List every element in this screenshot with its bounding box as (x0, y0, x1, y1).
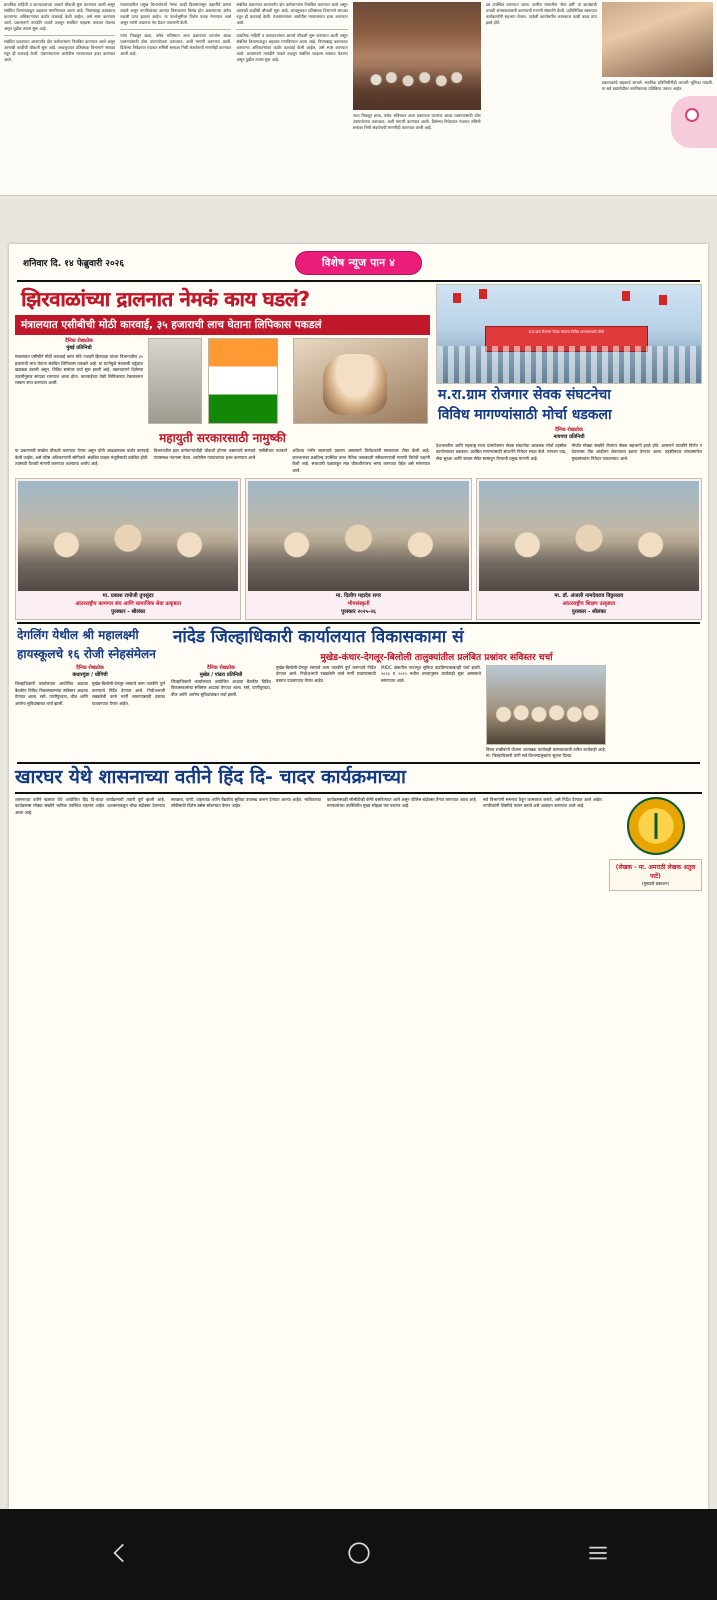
award-place: पुरस्कार - श्रीलंका (571, 608, 606, 615)
award-caption (18, 591, 238, 618)
award-name: मा. प्रकाश रामोजी तुपसुंदर (102, 593, 154, 599)
publication-date: शनिवार दि. १४ फेब्रुवारी २०२६ (23, 259, 125, 269)
rally-banner-text: म.रा.ग्राम रोजगार सेवक संघटना विविध मागण्यांसाठी मोर्चा (528, 330, 605, 335)
top-col-3-text-b: प्राथमिक माहिती व कागदपत्रांच्या आधारे चौकशी सुरू करण्यात आली असून संबंधित विभागाकडून अहवाल मागविण्यात आला आहे. नियमबाह्य कामकाज करणाऱ्या अधिकाऱ्यांवर कठोर कारवाई केली जाईल, असे स्पष्ट करण्यात आले. प्रशासनाने तातडीने पावले उचलून संबंधित फाइल्स ताब्यात घेतल्या असून पुढील तपास सुरू आहे. (236, 33, 348, 62)
award-caption (248, 591, 468, 618)
speaker-photo (293, 338, 428, 424)
red-flag-icon (659, 295, 667, 305)
rally-body-2: मोर्चात मोठ्या संख्येने रोजगार सेवक सहभागी झाले होते. शासनाने तातडीने निर्णय न घेतल्यास तीव्र आंदोलन छेडण्याचा इशारा देण्यात आला. तहसीलदार यांच्यामार्फत मुख्यमंत्र्यांना निवेदन पाठवण्यात आले. (571, 442, 702, 461)
award-place: पुरस्कार २०२५-२६ (341, 608, 376, 615)
school-body-1: जिल्हाधिकारी कार्यालयात आयोजित आढावा बैठकीत विविध विकासकामांचा सविस्तर आढावा घेण्यात आला. रस्ते, पाणीपुरवठा, वीज आणि आरोग्य सुविधांबाबत चर्चा झाली. (15, 681, 88, 706)
award-photo (18, 481, 238, 591)
byline-brand: दैनिक रोखठोक (65, 338, 93, 344)
religious-emblem-icon (627, 797, 685, 855)
rally-banner (485, 326, 649, 351)
rally-story (436, 284, 702, 474)
inset-photo-small (148, 338, 202, 424)
byline-place: कंधारगुंडा / धोंगिची (72, 672, 108, 679)
page-gap (0, 196, 717, 244)
flag-photo (208, 338, 278, 424)
advertisement-box (609, 859, 702, 891)
rally-headline-1: म.रा.ग्राम रोजगार सेवक संघटनेचा (438, 387, 611, 403)
award-item (15, 478, 241, 620)
divider (120, 29, 231, 30)
kharghar-body-1: शासनाच्या वतीने खारघर येथे आयोजित हिंद दि-चादर कार्यक्रमाची तयारी पूर्ण झाली आहे. कार्यक्रमास मोठ्या संख्येने भाविक उपस्थित राहणार आहेत. प्रशासनाकडून चोख बंदोबस्त ठेवण्यात आला आहे. (15, 796, 165, 815)
top-column-3 (236, 2, 347, 195)
top-col-2-text-b: न्याय मिळवून द्यावा, तसेच भविष्यात अशा प्रकारच्या घटनांना आळा घालण्यासाठी ठोस उपाययोजना कराव्यात, अशी मागणी करण्यात आली. दिलेल्या निवेदनात पंचायत समिती स्तरावर निधी संवर्धनाची मागणीही करण्यात आली आहे. (120, 33, 232, 56)
byline-place: मुंबई प्रतिनिधी (66, 345, 92, 351)
award-name: मा. डॉ. अंजली नामदेवराव विठ्ठलराव (554, 593, 624, 599)
top-col-5-text: प्रब उपस्थित करण्यात आला. ग्रामीण भागातील 'सेवा हमी' या कायद्याची प्रभावी अंमलबजावणी करण्याची मागणी संघटनेने केली. प्रातिनिधिक स्वरूपात कार्यकर्त्यांनी सहभाग घेतला. यावेळी कार्यालयीन कामकाज काही काळ ठप्प झाले होते. (485, 2, 597, 25)
award-name: मा. दिलीप महादेव सगर (335, 593, 382, 599)
portrait-photo (602, 2, 713, 77)
award-title: आंतरराष्ट्रीय शिक्षण उत्कृष्टता (562, 600, 616, 607)
lead-col-1 (15, 338, 143, 426)
nanded-body-1: जिल्हाधिकारी कार्यालयात आयोजित आढावा बैठकीत विविध विकासकामांचा सविस्तर आढावा घेण्यात आला. रस्ते, पाणीपुरवठा, वीज आणि आरोग्य सुविधांबाबत चर्चा झाली. (171, 678, 271, 697)
current-newspaper-page (9, 244, 708, 1509)
lead-story (15, 284, 430, 474)
rally-headline-2: विविध मागण्यांसाठी मोर्चा धडकला (438, 406, 612, 423)
kharghar-rule (15, 792, 702, 794)
nanded-headline: नांदेड जिल्हाधिकारी कार्यालयात विकासकामा सं (173, 627, 464, 648)
byline-place: मुखेड / पांढरा प्रतिनिधी (199, 671, 243, 678)
kharghar-body-3: कार्यक्रमस्थळी सीसीटीव्ही कॅमेरे बसविण्यात आले असून पोलिस बंदोबस्त तैनात करण्यात आला आहे. मान्यवरांच्या उपस्थितीत मुख्य सोहळा पार पडणार आहे. (327, 796, 477, 809)
recent-apps-button[interactable] (585, 1540, 611, 1570)
top-column-4 (353, 2, 481, 195)
school-byline (15, 663, 165, 679)
byline-place: नायगाव प्रतिनिधी (553, 433, 585, 440)
school-headline-1: देगलिंग येथील श्री महालक्ष्मी (17, 628, 139, 643)
lead-subbar: मंत्रालयात एसीबीची मोठी कारवाई, ३५ हजाराची लाच घेताना लिपिकास पकडलं (15, 315, 430, 335)
nanded-body-4: विषय राखीवांनी योजना आराखडा कार्यवाही कामकाजाची त्वरित कार्यवाही आहे. मा. जिल्हाधिकारी यांनी सर्व विभागप्रमुखांना सूचना दिल्या. (486, 746, 606, 759)
award-title: आंतरराष्ट्रीय कामगार संघ आणि सामाजिक सेवा उत्कृष्टता (75, 600, 181, 607)
divider (4, 35, 115, 36)
school-body-2: मुखेड-बिलोली-देगलूर रस्त्याचे काम तातडीने पूर्ण करण्याचे निर्देश देण्यात आले. निधीअभावी रखडलेली कामे मार्गी लावण्यासाठी प्रस्ताव पाठवण्यात येणार आहेत. (92, 681, 165, 706)
rally-byline (436, 424, 702, 441)
top-column-2 (120, 2, 231, 195)
back-button[interactable] (107, 1540, 133, 1570)
top-col-4-text: न्याय मिळवून द्यावा, तसेच भविष्यात अशा प्रकारच्या घटनांना आळा घालण्यासाठी ठोस उपाययोजना कराव्यात, अशी मागणी करण्यात आली. दिलेल्या निवेदनात पंचायत समिती स्तरावर निधी संवर्धनाची मागणीही करण्यात आली आहे. (352, 113, 481, 130)
byline-brand: दैनिक रोखठोक (76, 665, 104, 672)
ad-body: (मुख्यत्वे प्रकाशन) (641, 880, 670, 886)
lead-col-2 (148, 338, 288, 426)
award-photo (248, 481, 468, 591)
top-col-2-text: मंत्रालयातील प्रमुख विभागांमध्ये गेल्या काही दिवसांपासून तक्रारींचे प्रमाण वाढले असून नागरिकांच्या कामात विनाकारण विलंब होत असल्याच्या अनेक तक्रारी प्राप्त झाल्या आहेत. या पार्श्वभूमीवर विशेष पथक नेमण्यात आले असून त्यांनी अचानक भेट देऊन तपासणी केली. (120, 2, 232, 25)
kharghar-body-4: सर्व विभागांनी समन्वय ठेवून कामकाज करावे, असे निर्देश देण्यात आले आहेत. नागरिकांनी शिस्तीचे पालन करावे असे आवाहन करण्यात आले आहे. (483, 796, 603, 809)
kharghar-ad-column (609, 797, 702, 891)
lead-col-3 (293, 338, 428, 426)
top-col-1-text-b: संबंधित प्रकरणात आतापर्यंत दोन कर्मचाऱ्यांना निलंबित करण्यात आले असून आणखी काहींची चौकशी सुरू आहे. लाचलुचपत प्रतिबंधक विभागाने सापळा रचून ही कारवाई केली. पंचनाम्यानंतर आरोपीस न्यायालयात हजर करण्यात आले. (4, 39, 116, 62)
lead-byline (15, 338, 143, 352)
home-button[interactable] (346, 1540, 372, 1570)
nanded-col-4 (486, 665, 606, 760)
award-photo (479, 481, 699, 591)
top-col-3-text: संबंधित प्रकरणात आतापर्यंत दोन कर्मचाऱ्यांना निलंबित करण्यात आले असून आणखी काहींची चौकशी सुरू आहे. लाचलुचपत प्रतिबंधक विभागाने सापळा रचून ही कारवाई केली. पंचनाम्यानंतर आरोपीस न्यायालयात हजर करण्यात आले. (236, 2, 348, 25)
red-flag-icon (453, 293, 461, 303)
rally-body-1: देशभरातील आणि महाराष्ट्र राज्य ग्रामरोजगार सेवक संघटनेचा आक्रमक मोर्चा तहसील कार्यालयावर धडकला. प्रलंबित मागण्यांसाठी संघटनेने निवेदन सादर केले. मानधन वाढ, सेवा सुरक्षा आणि कायम सेवेत सामावून घेण्याची प्रमुख मागणी आहे. (436, 442, 567, 461)
nanded-left-column (15, 626, 165, 760)
lead-headline: झिरवाळांच्या द्रालनात नेमकं काय घडलं? (21, 287, 310, 311)
nanded-story (9, 624, 708, 760)
previous-page-fragment (0, 0, 717, 196)
nanded-subhead: मुखेड-कंधार-देगलूर-बिलोली तालुक्यांतील प्रलंबित प्रश्नांवर सविस्तर चर्चा (320, 652, 553, 663)
rally-photo (436, 284, 702, 384)
nanded-right-column (171, 626, 702, 760)
top-col-6-text: प्रकाशकांचे सहकार्य लाभले. स्थानिक प्रतिनिधींनीही आपली भूमिका मांडली. या सर्व घडामोडींवर नागरिकांच्या प्रतिक्रिया उमटत आहेत. (601, 80, 713, 91)
assembly-photo (353, 2, 481, 110)
android-navigation-bar (0, 1509, 717, 1600)
nanded-body-2: मुखेड-बिलोली-देगलूर रस्त्याचे काम तातडीने पूर्ण करण्याचे निर्देश देण्यात आले. निधीअभावी रखडलेली कामे मार्गी लावण्यासाठी प्रस्ताव पाठवण्यात येणार आहेत. (276, 664, 376, 683)
divider (236, 29, 347, 30)
award-item (245, 478, 471, 620)
kharghar-body-2: स्वच्छता, पाणी, वाहनतळ आणि वैद्यकीय सुविधा उपलब्ध करून देण्यात आल्या आहेत. भाविकांच्या सोयीसाठी विशेष बसेस सोडण्यात येणार आहेत. (171, 796, 321, 809)
kharghar-headline: खारघर येथे शासनाच्या वतीने हिंद दि- चादर कार्यक्रमाच्या (15, 765, 406, 788)
lead-body-2: या प्रकरणाची सखोल चौकशी करण्यात येणार असून दोषी आढळल्यास कठोर कारवाई केली जाईल, असे वरिष्ठ अधिकाऱ्यांनी सांगितले. संबंधित फाइल मंजुरीसाठी प्रलंबित होती. त्यासाठी पैशांची मागणी करण्यात आल्याचा आरोप आहे. (15, 448, 149, 466)
byline-brand: दैनिक रोखठोक (555, 426, 583, 433)
top-column-5 (486, 2, 597, 195)
kharghar-story (9, 764, 708, 891)
nanded-col-1 (171, 665, 271, 760)
award-item (476, 478, 702, 620)
school-headline-2: हायस्कूलचे १६ रोजी स्नेहसंमेलन (17, 646, 156, 661)
ad-title: (लेखक - मा. अमराठी लेखक अतुल पार्टे) (615, 863, 696, 880)
award-place: पुरस्कार - श्रीलंका (111, 608, 146, 615)
byline-brand: दैनिक रोखठोक (207, 664, 235, 671)
nanded-byline (171, 665, 271, 679)
masthead (9, 244, 708, 278)
badge-dot-icon (685, 108, 699, 122)
page-label-badge: विशेष न्यूज पान ४ (295, 251, 422, 275)
lead-body-4: अतिशय गंभीर स्वरूपाचे प्रकरण असल्याने विरोधकांनी सरकारवर टीका केली आहे. कारभारावर प्रश्नचिन्ह उपस्थित करत नैतिक जबाबदारी स्वीकारण्याची मागणी विरोधी पक्षांनी केली आहे. सत्ताधारी पक्षाकडून मात्र चौकशीनंतरच भाष्य करण्यात येईल असे सांगण्यात आले. (292, 448, 430, 473)
lead-midhead: महायुती सरकारसाठी नामुष्की (159, 431, 286, 445)
award-caption (479, 591, 699, 618)
awards-photo-row (9, 474, 708, 620)
red-flag-icon (479, 289, 487, 299)
decorative-badge (671, 96, 717, 148)
lead-body-3: विभागातील इतर कर्मचाऱ्यांचीही चौकशी होणार असल्याचे समजते. एसीबीच्या पथकाने पंचासमक्ष पंचनामा केला. आरोपीस न्यायालयात हजर करण्यात आले. (153, 448, 288, 460)
top-column-1 (4, 2, 115, 195)
top-col-1-text: प्राथमिक माहिती व कागदपत्रांच्या आधारे चौकशी सुरू करण्यात आली असून संबंधित विभागाकडून अहवाल मागविण्यात आला आहे. नियमबाह्य कामकाज करणाऱ्या अधिकाऱ्यांवर कठोर कारवाई केली जाईल, असे स्पष्ट करण्यात आले. प्रशासनाने तातडीने पावले उचलून संबंधित फाइल्स ताब्यात घेतल्या असून पुढील तपास सुरू आहे. (4, 2, 116, 31)
red-flag-icon (622, 291, 630, 301)
meeting-photo (486, 665, 606, 745)
lead-body-1: मंत्रालयात एसीबीने मोठी कारवाई करत मोठे नाट्यरी झिरवाळ यांच्या विभागातील ३५ हजारांची लाच घेताना संबंधित लिपिकास पकडले आहे. या घटनेमुळे मंत्रालयी वर्तुळात खळबळ उडाली असून, विविध स्तरांवर चर्चा सुरू झाली आहे. तक्रारदाराने दिलेल्या तक्रारीनुसार सापळा रचण्यात आला होता. कारवाईच्या वेळी लिपिकाच्या टेबलावरून रक्कम जप्त करण्यात आली. (15, 354, 143, 385)
nanded-body-3: MIDC क्षेत्रातील पायाभूत सुविधा वाढविण्याबाबतही चर्चा झाली. २०२३ व २०२५ मधील ठरावानुसार कार्यवाही सुरू असल्याचे सांगण्यात आले. (381, 664, 481, 683)
award-title: भीमसंस्कृती (347, 600, 370, 607)
